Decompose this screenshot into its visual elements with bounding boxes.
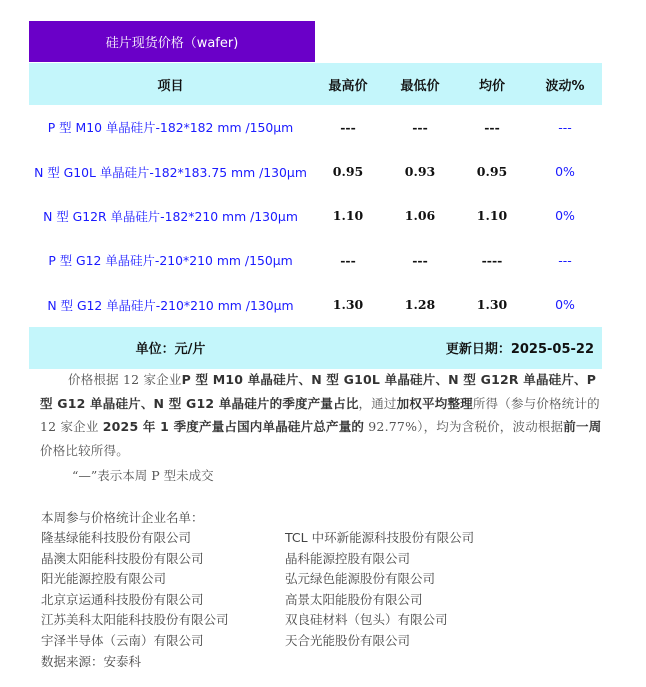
row-low: 1.28 [404, 297, 436, 313]
company-name: 北京京运通科技股份有限公司 [41, 591, 204, 607]
company-name: TCL 中环新能源科技股份有限公司 [285, 530, 475, 545]
row-item: P 型 M10 单晶硅片-182*182 mm /150µm [47, 120, 294, 136]
company-name: 高景太阳能股份有限公司 [285, 591, 423, 607]
company-name: 双良硅材料（包头）有限公司 [285, 612, 448, 628]
row-change: --- [558, 119, 572, 135]
row-item: N 型 G10L 单晶硅片-182*183.75 mm /130µm [34, 164, 307, 180]
para-text: 价格比较所得。 [40, 442, 129, 458]
para-bold: 加权平均整理 [396, 395, 473, 411]
company-name: 江苏美科太阳能科技股份有限公司 [41, 612, 229, 628]
company-name: 天合光能股份有限公司 [285, 632, 411, 648]
company-name: 阳光能源控股有限公司 [41, 571, 167, 587]
row-avg: --- [484, 119, 500, 135]
row-item: N 型 G12R 单晶硅片-182*210 mm /130µm [43, 208, 298, 224]
method-paragraph [40, 368, 604, 462]
row-change: 0% [555, 164, 575, 180]
company-name: 弘元绿色能源股份有限公司 [285, 571, 436, 587]
row-avg: 1.10 [476, 208, 508, 224]
para-text: 价格根据 12 家企业 [68, 372, 182, 387]
row-change: 0% [555, 208, 575, 224]
row-high: 1.30 [332, 297, 364, 313]
row-change: --- [558, 252, 572, 268]
table-row [29, 105, 602, 149]
row-change: 0% [555, 297, 575, 313]
row-item: P 型 G12 单晶硅片-210*210 mm /150µm [48, 253, 293, 269]
row-low: 0.93 [404, 164, 436, 180]
row-low: 1.06 [404, 208, 436, 224]
para-text: 92.77%），均为含税价，波动根据 [364, 419, 564, 434]
row-high: --- [340, 119, 356, 135]
row-low: --- [412, 252, 428, 268]
unit-label: 单位：元/片 [135, 342, 206, 358]
table-row [29, 238, 602, 282]
row-high: 1.10 [332, 208, 364, 224]
company-grid [41, 528, 601, 652]
header-avg: 均价 [478, 78, 505, 94]
para-text: 所得（参与价格统计的 12 家企业 [40, 395, 600, 434]
update-date: 更新日期：2025-05-22 [445, 342, 594, 358]
para-bold: 2025 年 1 季度产量占国内单晶硅片总产量的 [102, 419, 365, 434]
table-header [29, 63, 602, 105]
header-change: 波动% [545, 78, 585, 94]
header-item: 项目 [157, 78, 184, 94]
company-list [41, 508, 601, 672]
data-source: 数据来源：安泰科 [41, 653, 142, 669]
para-text: ，通过 [358, 395, 397, 411]
company-name: 晶科能源控股有限公司 [285, 550, 411, 566]
table-footer [29, 327, 602, 369]
header-high: 最高价 [328, 78, 368, 94]
table-title: 硅片现货价格（wafer) [29, 21, 315, 62]
table-row [29, 194, 602, 238]
company-list-heading: 本周参与价格统计企业名单： [41, 510, 204, 525]
no-trade-note: “—”表示本周 P 型未成交 [72, 468, 214, 483]
table-row [29, 149, 602, 193]
company-name: 隆基绿能科技股份有限公司 [41, 530, 192, 545]
row-item: N 型 G12 单晶硅片-210*210 mm /130µm [47, 297, 294, 313]
row-avg: 0.95 [476, 164, 508, 180]
para-bold: P 型 M10 单晶硅片、N 型 G10L 单晶硅片、N 型 G12R 单晶硅片、P 型 G12 单晶硅片、N 型 G12 单晶硅片的季度产量占比 [40, 372, 597, 411]
row-avg: 1.30 [476, 297, 508, 313]
row-avg: ---- [481, 252, 503, 268]
para-bold: 前一周 [563, 419, 602, 434]
header-low: 最低价 [400, 78, 440, 94]
row-high: 0.95 [332, 164, 364, 180]
row-high: --- [340, 252, 356, 268]
price-table [29, 63, 602, 369]
company-name: 宇泽半导体（云南）有限公司 [41, 632, 204, 648]
company-name: 晶澳太阳能科技股份有限公司 [41, 550, 204, 566]
row-low: --- [412, 119, 428, 135]
table-row [29, 283, 602, 327]
